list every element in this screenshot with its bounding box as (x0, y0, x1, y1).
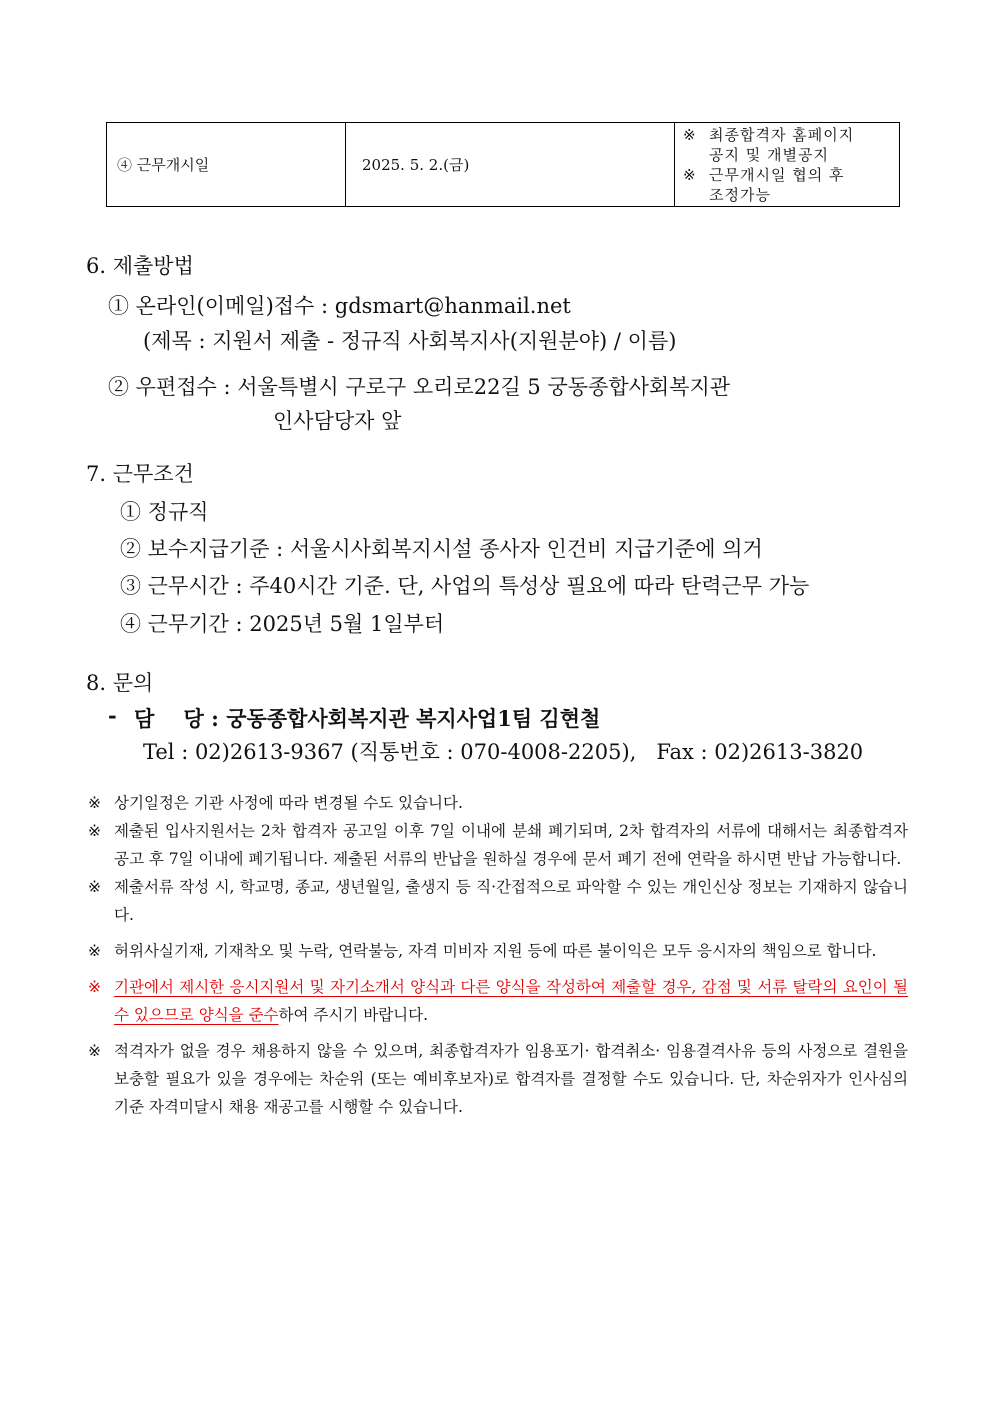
note-2-line1: 근무개시일 협의 후 (709, 165, 845, 184)
table-note-1 (683, 125, 899, 165)
section6-item2-sub: 인사담당자 앞 (273, 409, 402, 433)
section7-item4: ④ 근무기간 : 2025년 5월 1일부터 (120, 612, 445, 636)
reference-mark: ※ (88, 1042, 101, 1060)
reference-mark: ※ (683, 165, 697, 184)
table-note-2 (683, 165, 899, 205)
schedule-table (106, 122, 900, 207)
section6-item1-sub: (제목 : 지원서 제출 - 정규직 사회복지사(지원분야) / 이름) (143, 329, 677, 353)
contact-phone-fax: Tel : 02)2613-9367 (직통번호 : 070-4008-2205), Fax : 02)2613-3820 (143, 740, 864, 764)
reference-mark: ※ (88, 794, 101, 812)
notice-item: ※ 상기일정은 기관 사정에 따라 변경될 수도 있습니다. (88, 789, 908, 817)
reference-mark: ※ (88, 942, 101, 960)
highlighted-warning: 기관에서 제시한 응시지원서 및 자기소개서 양식과 다른 양식을 작성하여 제출할 경우, 감점 및 서류 탈락의 요인이 될 수 있으므로 양식을 준수 (114, 978, 908, 1024)
notice-item-highlighted: ※ 기관에서 제시한 응시지원서 및 자기소개서 양식과 다른 양식을 작성하여 제출할 경우, 감점 및 서류 탈락의 요인이 될 수 있으므로 양식을 준수하여 주시기 바랍니다. (88, 973, 908, 1029)
section6-item2: ② 우편접수 : 서울특별시 구로구 오리로22길 5 궁동종합사회복지관 (108, 375, 731, 399)
reference-mark: ※ (88, 822, 101, 840)
table-row (107, 123, 900, 207)
notice-item: ※ 적격자가 없을 경우 채용하지 않을 수 있으며, 최종합격자가 임용포기· 합격취소· 임용결격사유 등의 사정으로 결원을 보충할 필요가 있을 경우에는 차순위 (또는 예비후보자)로 합격자를 결정할 수도 있습니다. 단, 차순위자가 인사심의 기준 자격미달시 채용 재공고를 시행할 수 있습니다. (88, 1037, 908, 1121)
notice-list (88, 789, 908, 1121)
date-cell: 2025. 5. 2.(금) (346, 123, 675, 207)
section6-item1: ① 온라인(이메일)접수 : gdsmart@hanmail.net (108, 294, 571, 318)
note-1-line2: 공지 및 개별공지 (709, 145, 829, 164)
section7-heading: 7. 근무조건 (86, 462, 194, 486)
notes-cell (675, 123, 900, 207)
notice-item: ※ 허위사실기재, 기재착오 및 누락, 연락불능, 자격 미비자 지원 등에 따른 불이익은 모두 응시자의 책임으로 합니다. (88, 937, 908, 965)
section8-heading: 8. 문의 (86, 671, 154, 695)
reference-mark: ※ (88, 878, 101, 896)
section7-item3: ③ 근무시간 : 주40시간 기준. 단, 사업의 특성상 필요에 따라 탄력근무 가능 (120, 574, 810, 598)
contact-person: 담 당 : 궁동종합사회복지관 복지사업1팀 김현철 (134, 706, 601, 731)
section7-item1: ① 정규직 (120, 500, 209, 524)
section7-item2: ② 보수지급기준 : 서울시사회복지시설 종사자 인건비 지급기준에 의거 (120, 537, 763, 561)
contact-dash: - (108, 703, 117, 728)
row-label-cell: ④ 근무개시일 (107, 123, 346, 207)
section6-heading: 6. 제출방법 (86, 254, 194, 278)
notice-item: ※ 제출된 입사지원서는 2차 합격자 공고일 이후 7일 이내에 분쇄 폐기되며, 2차 합격자의 서류에 대해서는 최종합격자 공고 후 7일 이내에 폐기됩니다. 제출된 서류의 반납을 원하실 경우에 문서 폐기 전에 연락을 하시면 반납 가능합니다. (88, 817, 908, 873)
reference-mark: ※ (683, 125, 697, 144)
notice-item: ※ 제출서류 작성 시, 학교명, 종교, 생년월일, 출생지 등 직·간접적으로 파악할 수 있는 개인신상 정보는 기재하지 않습니다. (88, 873, 908, 929)
note-2-line2: 조정가능 (709, 185, 771, 204)
reference-mark: ※ (88, 978, 101, 996)
note-1-line1: 최종합격자 홈페이지 (709, 125, 855, 144)
